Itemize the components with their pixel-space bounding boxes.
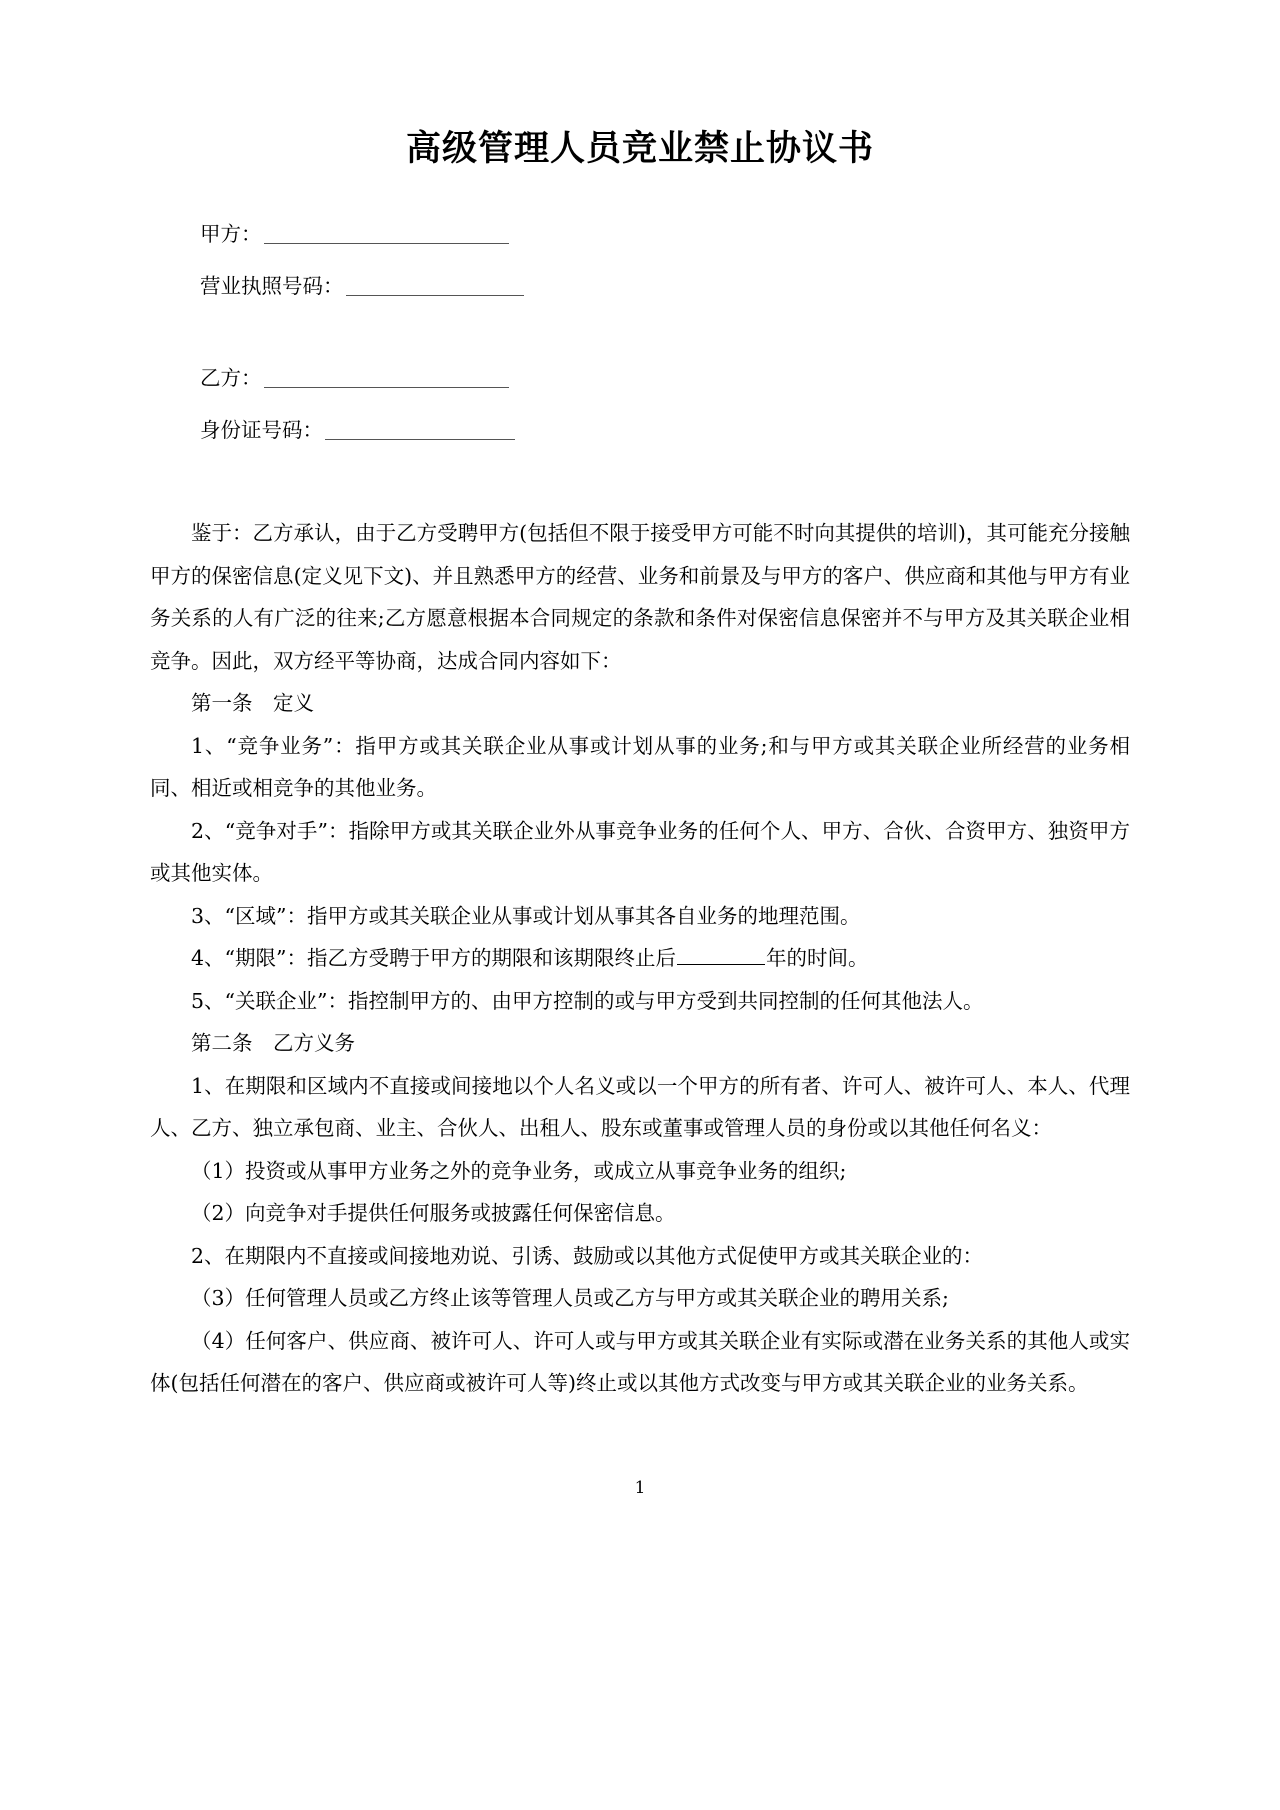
- recital-paragraph: 鉴于：乙方承认，由于乙方受聘甲方(包括但不限于接受甲方可能不时向其提供的培训)，其可能充分接触甲方的保密信息(定义见下文)、并且熟悉甲方的经营、业务和前景及与甲方的客户、供应商和其他与甲方有业务关系的人有广泛的往来;乙方愿意根据本合同规定的条款和条件对保密信息保密并不与甲方及其关联企业相竞争。因此，双方经平等协商，达成合同内容如下：: [150, 521, 1130, 673]
- article-item: [150, 810, 1130, 895]
- party-section-spacer: [200, 318, 1280, 358]
- party-b-label: 乙方：: [200, 365, 262, 390]
- article-item-number: 2、: [191, 1243, 225, 1268]
- article-item-number: （2）: [191, 1201, 246, 1225]
- article-item-text: “期限”：指乙方受聘于甲方的期限和该期限终止后: [224, 946, 677, 970]
- business-license-label: 营业执照号码：: [200, 273, 344, 298]
- article-item-number: 2、: [191, 818, 225, 843]
- article-heading: 第一条 定义: [191, 691, 314, 715]
- article-item-text: 任何客户、供应商、被许可人、许可人或与甲方或其关联企业有实际或潜在业务关系的其他人或实体(包括任何潜在的客户、供应商或被许可人等)终止或以其他方式改变与甲方或其关联企业的业务关系。: [150, 1328, 1131, 1395]
- article-item-text: 在期限和区域内不直接或间接地以个人名义或以一个甲方的所有者、许可人、被许可人、本人、代理人、乙方、独立承包商、业主、合伙人、出租人、股东或董事或管理人员的身份或以其他任何名义：: [150, 1073, 1131, 1140]
- article-item: [150, 980, 1130, 1023]
- article-item: [150, 1277, 1130, 1320]
- page-number: 1: [634, 1478, 646, 1498]
- article-item-text: 任何管理人员或乙方终止该等管理人员或乙方与甲方或其关联企业的聘用关系;: [245, 1286, 949, 1310]
- party-b-row: [200, 358, 1280, 388]
- article-item-number: （4）: [191, 1328, 246, 1353]
- article-item: [150, 1150, 1130, 1193]
- article-item-text: 向竞争对手提供任何服务或披露任何保密信息。: [245, 1201, 676, 1225]
- article-item: [150, 1192, 1130, 1235]
- article-item-text: “关联企业”：指控制甲方的、由甲方控制的或与甲方受到共同控制的任何其他法人。: [224, 988, 984, 1013]
- id-number-input[interactable]: [325, 418, 515, 440]
- business-license-input[interactable]: [346, 274, 524, 296]
- party-fields-block: [0, 214, 1280, 440]
- article-heading: 第二条 乙方义务: [191, 1031, 355, 1055]
- article-item-text-tail: 年的时间。: [766, 946, 869, 970]
- article-item-text: “竞争对手”：指除甲方或其关联企业外从事竞争业务的任何个人、甲方、合伙、合资甲方、独资甲方或其他实体。: [150, 818, 1130, 885]
- id-number-label: 身份证号码：: [200, 417, 323, 442]
- party-a-input[interactable]: [264, 222, 509, 244]
- article-item: [150, 1065, 1130, 1150]
- article-item-text: 投资或从事甲方业务之外的竞争业务，或成立从事竞争业务的组织;: [245, 1158, 847, 1183]
- article-item-number: 1、: [191, 1073, 225, 1098]
- page-title: 高级管理人员竞业禁止协议书: [405, 129, 874, 169]
- party-b-input[interactable]: [264, 366, 509, 388]
- article-item-text: “竞争业务”：指甲方或其关联企业从事或计划从事的业务;和与甲方或其关联企业所经营的业务相同、相近或相竞争的其他业务。: [150, 733, 1130, 800]
- article-item-number: 5、: [191, 988, 225, 1013]
- article-item-text: 在期限内不直接或间接地劝说、引诱、鼓励或以其他方式促使甲方或其关联企业的：: [224, 1243, 984, 1268]
- business-license-row: [200, 266, 1280, 296]
- id-number-row: [200, 410, 1280, 440]
- article-item-number: 3、: [191, 903, 225, 928]
- article-item: [150, 895, 1130, 938]
- article-item-number: 1、: [191, 733, 227, 758]
- articles-container: [150, 682, 1130, 1405]
- article-item: [150, 1320, 1130, 1405]
- article-item-text: “区域”：指甲方或其关联企业从事或计划从事其各自业务的地理范围。: [224, 903, 861, 928]
- party-a-row: [200, 214, 1280, 244]
- term-years-input[interactable]: [677, 947, 765, 965]
- article-item: [150, 937, 1130, 980]
- article-item-number: （1）: [191, 1158, 246, 1183]
- article-item-number: （3）: [191, 1286, 246, 1310]
- document-body: [0, 512, 1280, 1405]
- article-item: [150, 725, 1130, 810]
- party-a-label: 甲方：: [200, 221, 262, 246]
- article-item: [150, 1235, 1130, 1278]
- article-item-number: 4、: [191, 946, 225, 970]
